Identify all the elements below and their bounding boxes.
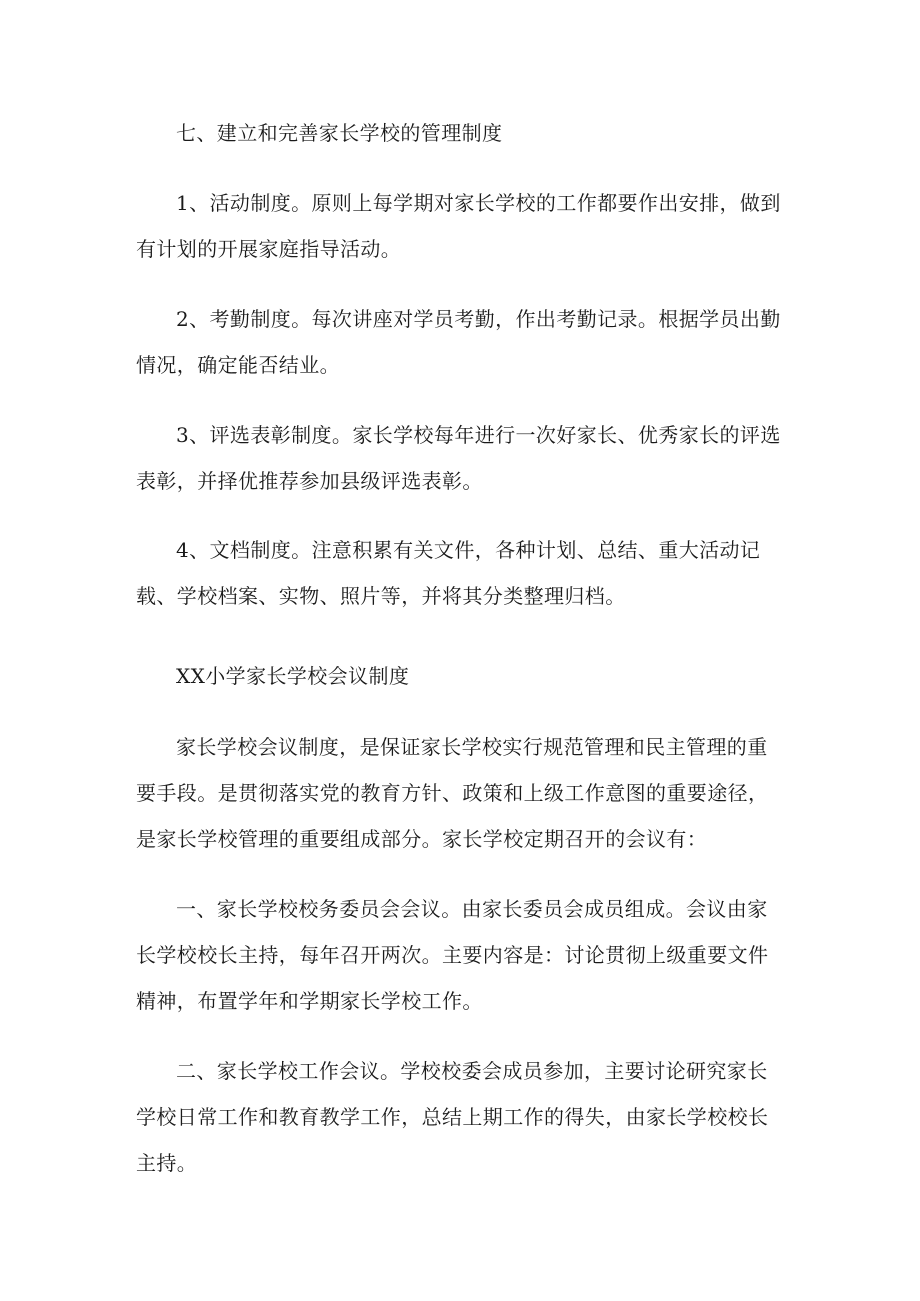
- meeting-item-text: 二、家长学校工作会议。学校校委会成员参加，主要讨论研究家长学校日常工作和教育教学工作，总结上期工作的得失，由家长学校校长主持。: [136, 1059, 769, 1175]
- subtitle-block: [136, 653, 786, 699]
- rule-item-archives: [136, 527, 786, 619]
- meeting-item-work: [136, 1048, 786, 1186]
- rule-item-text: 1、活动制度。原则上每学期对家长学校的工作都要作出安排，做到有计划的开展家庭指导活动。: [136, 191, 781, 261]
- intro-paragraph: [136, 724, 786, 862]
- subtitle: XX小学家长学校会议制度: [176, 664, 410, 688]
- rule-item-text: 2、考勤制度。每次讲座对学员考勤，作出考勤记录。根据学员出勤情况，确定能否结业。: [136, 307, 781, 377]
- intro-text: 家长学校会议制度，是保证家长学校实行规范管理和民主管理的重要手段。是贯彻落实党的教育方针、政策和上级工作意图的重要途径，是家长学校管理的重要组成部分。家长学校定期召开的会议有：: [136, 735, 769, 851]
- meeting-item-committee: [136, 886, 786, 1024]
- rule-item-awards: [136, 412, 786, 504]
- rule-item-attendance: [136, 296, 786, 388]
- section-heading: 七、建立和完善家长学校的管理制度: [176, 121, 503, 145]
- meeting-item-text: 一、家长学校校务委员会会议。由家长委员会成员组成。会议由家长学校校长主持，每年召开两次。主要内容是：讨论贯彻上级重要文件精神，布置学年和学期家长学校工作。: [136, 897, 769, 1013]
- rule-item-text: 3、评选表彰制度。家长学校每年进行一次好家长、优秀家长的评选表彰，并择优推荐参加县级评选表彰。: [136, 423, 781, 493]
- rule-item-text: 4、文档制度。注意积累有关文件，各种计划、总结、重大活动记载、学校档案、实物、照片等，并将其分类整理归档。: [136, 538, 761, 608]
- section-heading-block: [136, 110, 786, 156]
- rule-item-activity: [136, 180, 786, 272]
